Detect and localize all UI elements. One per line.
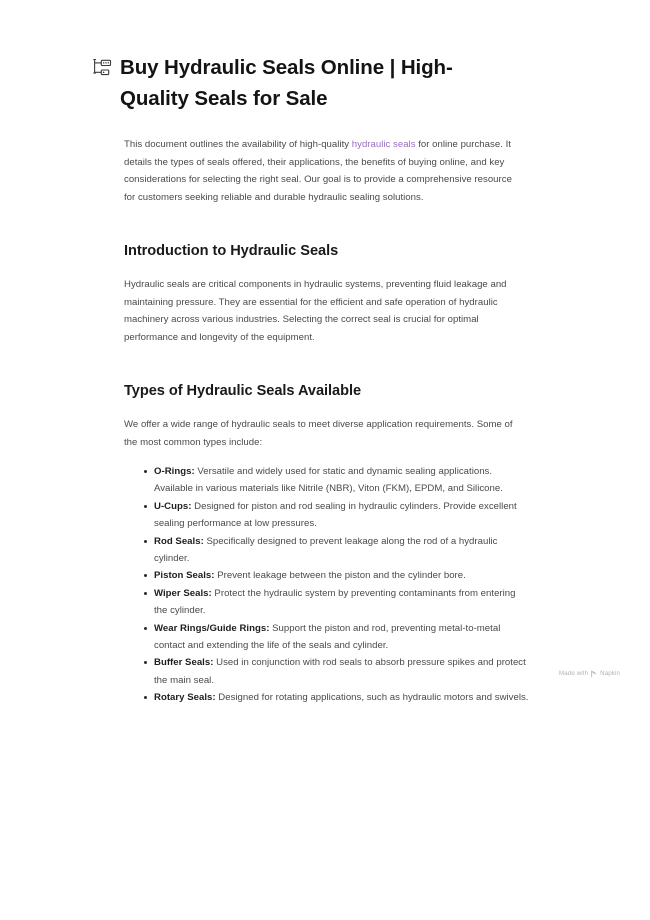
list-item [144,463,530,498]
list-item-term: U-Cups: [154,500,192,512]
lead-text-after: for online purchase. It details the types of seals offered, their applications, the benefits of buying online, and key considerations for selecting the right seal. Our goal is to provide a comprehensive resource for customers seeking reliable and durable hydraulic sealing solutions. [124,139,512,203]
list-item-term: Buffer Seals: [154,657,214,669]
list-item-description: Designed for rotating applications, such as hydraulic motors and swivels. [215,692,529,704]
list-item-description: Prevent leakage between the piston and the cylinder bore. [214,570,466,582]
list-item-description: Support the piston and rod, preventing metal-to-metal contact and extending the life of the seals and cylinder. [154,622,501,652]
list-item-term: Rod Seals: [154,535,204,547]
section-heading-types: Types of Hydraulic Seals Available [124,383,362,399]
list-item [144,498,530,533]
section-paragraph-types: We offer a wide range of hydraulic seals to meet diverse application requirements. Some of the most common types include: [124,419,513,448]
section-heading-introduction: Introduction to Hydraulic Seals [124,243,339,259]
list-item-term: Rotary Seals: [154,692,216,704]
list-item-description: Protect the hydraulic system by preventing contaminants from entering the cylinder. [154,587,516,617]
list-item [144,689,530,706]
list-item-term: Wear Rings/Guide Rings: [154,622,270,634]
lead-paragraph [124,136,516,206]
list-item [144,567,530,584]
list-item-description: Used in conjunction with rod seals to absorb pressure spikes and protect the main seal. [154,657,526,686]
seal-types-list [124,463,530,707]
list-item-description: Designed for piston and rod sealing in hydraulic cylinders. Provide excellent sealing performance at low pressures. [154,500,517,530]
list-item-term: O-Rings: [154,466,195,477]
document-title-row [92,52,530,114]
list-item-term: Piston Seals: [154,570,215,582]
list-item-description: Specifically designed to prevent leakage along the rod of a hydraulic cylinder. [154,535,498,565]
made-with-napkin-watermark[interactable] [559,670,620,677]
section-paragraph-introduction: Hydraulic seals are critical components in hydraulic systems, preventing fluid leakage and maintaining pressure. They are essential for the efficient and safe operation of hydraulic machinery across various industries. Selecting the correct seal is crucial for optimal performance and longevity of the equipment. [124,279,507,343]
list-item-term: Wiper Seals: [154,587,212,599]
napkin-logo-icon [591,670,597,677]
hydraulic-seals-link[interactable]: hydraulic seals [351,139,416,150]
list-item [144,620,530,655]
napkin-brand-label: Napkin [600,670,620,677]
lead-text-before: This document outlines the availability of high-quality [124,139,352,150]
list-item [144,654,530,689]
flowchart-icon [92,58,112,78]
list-item [144,585,530,620]
made-with-label: Made with [559,670,589,677]
page-title: Buy Hydraulic Seals Online | High-Quality Seals for Sale [120,56,453,110]
list-item [144,533,530,568]
list-item-description: Versatile and widely used for static and dynamic sealing applications. Available in various materials like Nitrile (NBR), Viton (FKM), EPDM, and Silicone. [154,466,503,495]
